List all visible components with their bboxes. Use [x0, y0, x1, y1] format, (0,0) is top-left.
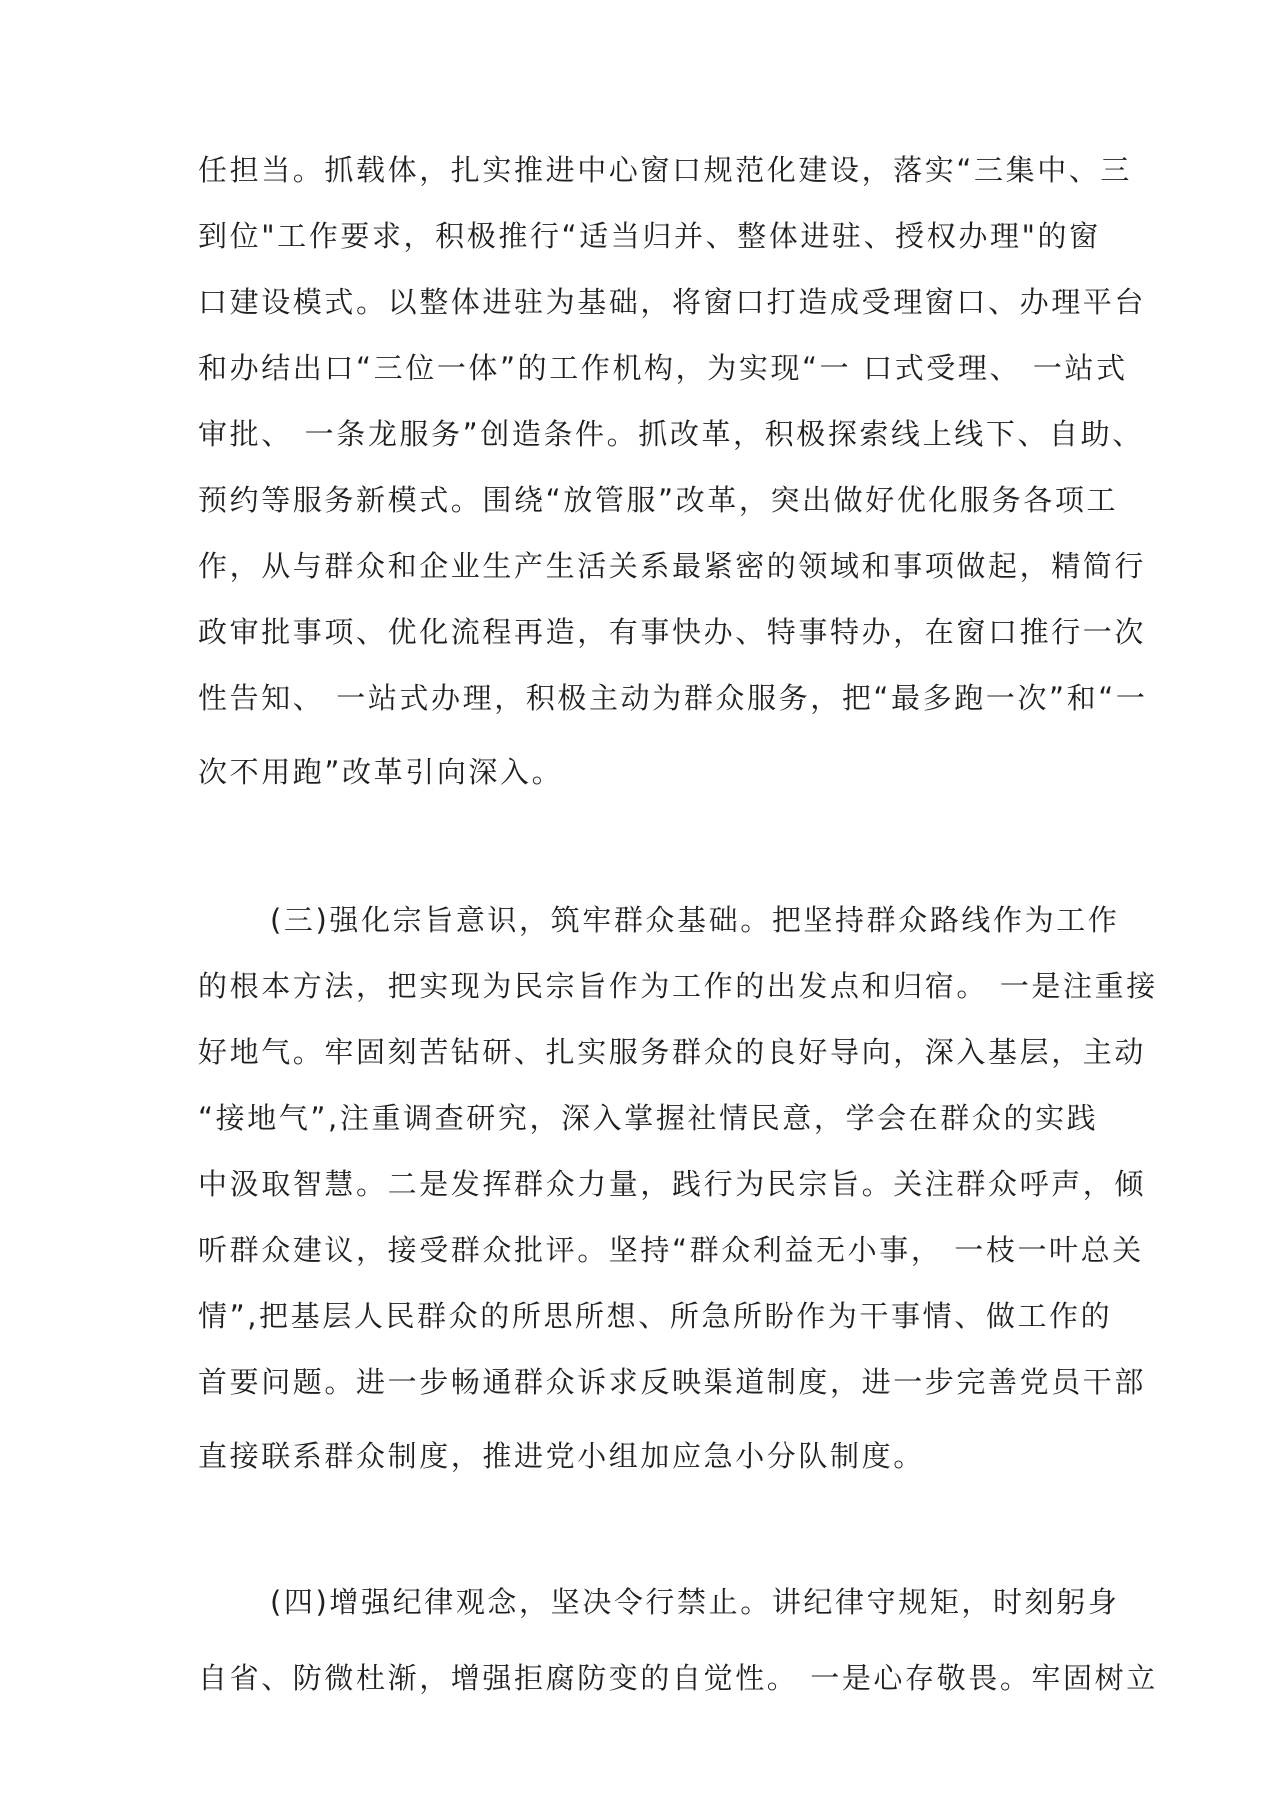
text-line: 到位"工作要求，积极推行“适当归并、整体进驻、授权办理"的窗 [198, 219, 1101, 253]
text-line: 和办结出口“三位一体”的工作机构，为实现“一 口式受理、 一站式 [198, 351, 1128, 385]
text-line: 听群众建议，接受群众批评。坚持“群众利益无小事， 一枝一叶总关 [198, 1233, 1144, 1267]
text-line: 预约等服务新模式。围绕“放管服”改革，突出做好优化服务各项工 [198, 483, 1119, 517]
text-line: 首要问题。进一步畅通群众诉求反映渠道制度，进一步完善党员干部 [198, 1365, 1147, 1399]
section-heading-4: (四)增强纪律观念，坚决令行禁止。讲纪律守规矩，时刻躬身 [270, 1585, 1120, 1619]
text-line: 中汲取智慧。二是发挥群众力量，践行为民宗旨。关注群众呼声，倾 [198, 1167, 1147, 1201]
text-line: 自省、防微杜渐，增强拒腐防变的自觉性。 一是心存敬畏。牢固树立 [198, 1661, 1158, 1695]
text-line: 作，从与群众和企业生产生活关系最紧密的领域和事项做起，精简行 [198, 549, 1147, 583]
text-line: 的根本方法，把实现为民宗旨作为工作的出发点和归宿。 一是注重接 [198, 969, 1158, 1003]
text-line: 任担当。抓载体，扎实推进中心窗口规范化建设，落实“三集中、三 [198, 153, 1133, 187]
text-line: “接地气”,注重调查研究，深入掌握社情民意，学会在群众的实践 [198, 1101, 1099, 1135]
section-heading-3: (三)强化宗旨意识，筑牢群众基础。把坚持群众路线作为工作 [270, 903, 1120, 937]
text-line: 好地气。牢固刻苦钻研、扎实服务群众的良好导向，深入基层，主动 [198, 1035, 1147, 1069]
text-line: 审批、 一条龙服务”创造条件。抓改革，积极探索线上线下、自助、 [198, 417, 1144, 451]
text-line: 情”,把基层人民群众的所思所想、所急所盼作为干事情、做工作的 [198, 1299, 1113, 1333]
text-line: 口建设模式。以整体进驻为基础，将窗口打造成受理窗口、办理平台 [198, 285, 1147, 319]
text-line: 直接联系群众制度，推进党小组加应急小分队制度。 [198, 1439, 925, 1473]
text-line: 政审批事项、优化流程再造，有事快办、特事特办，在窗口推行一次 [198, 615, 1147, 649]
text-line: 性告知、 一站式办理，积极主动为群众服务，把“最多跑一次”和“一 [198, 681, 1148, 715]
text-line: 次不用跑”改革引向深入。 [198, 755, 564, 789]
